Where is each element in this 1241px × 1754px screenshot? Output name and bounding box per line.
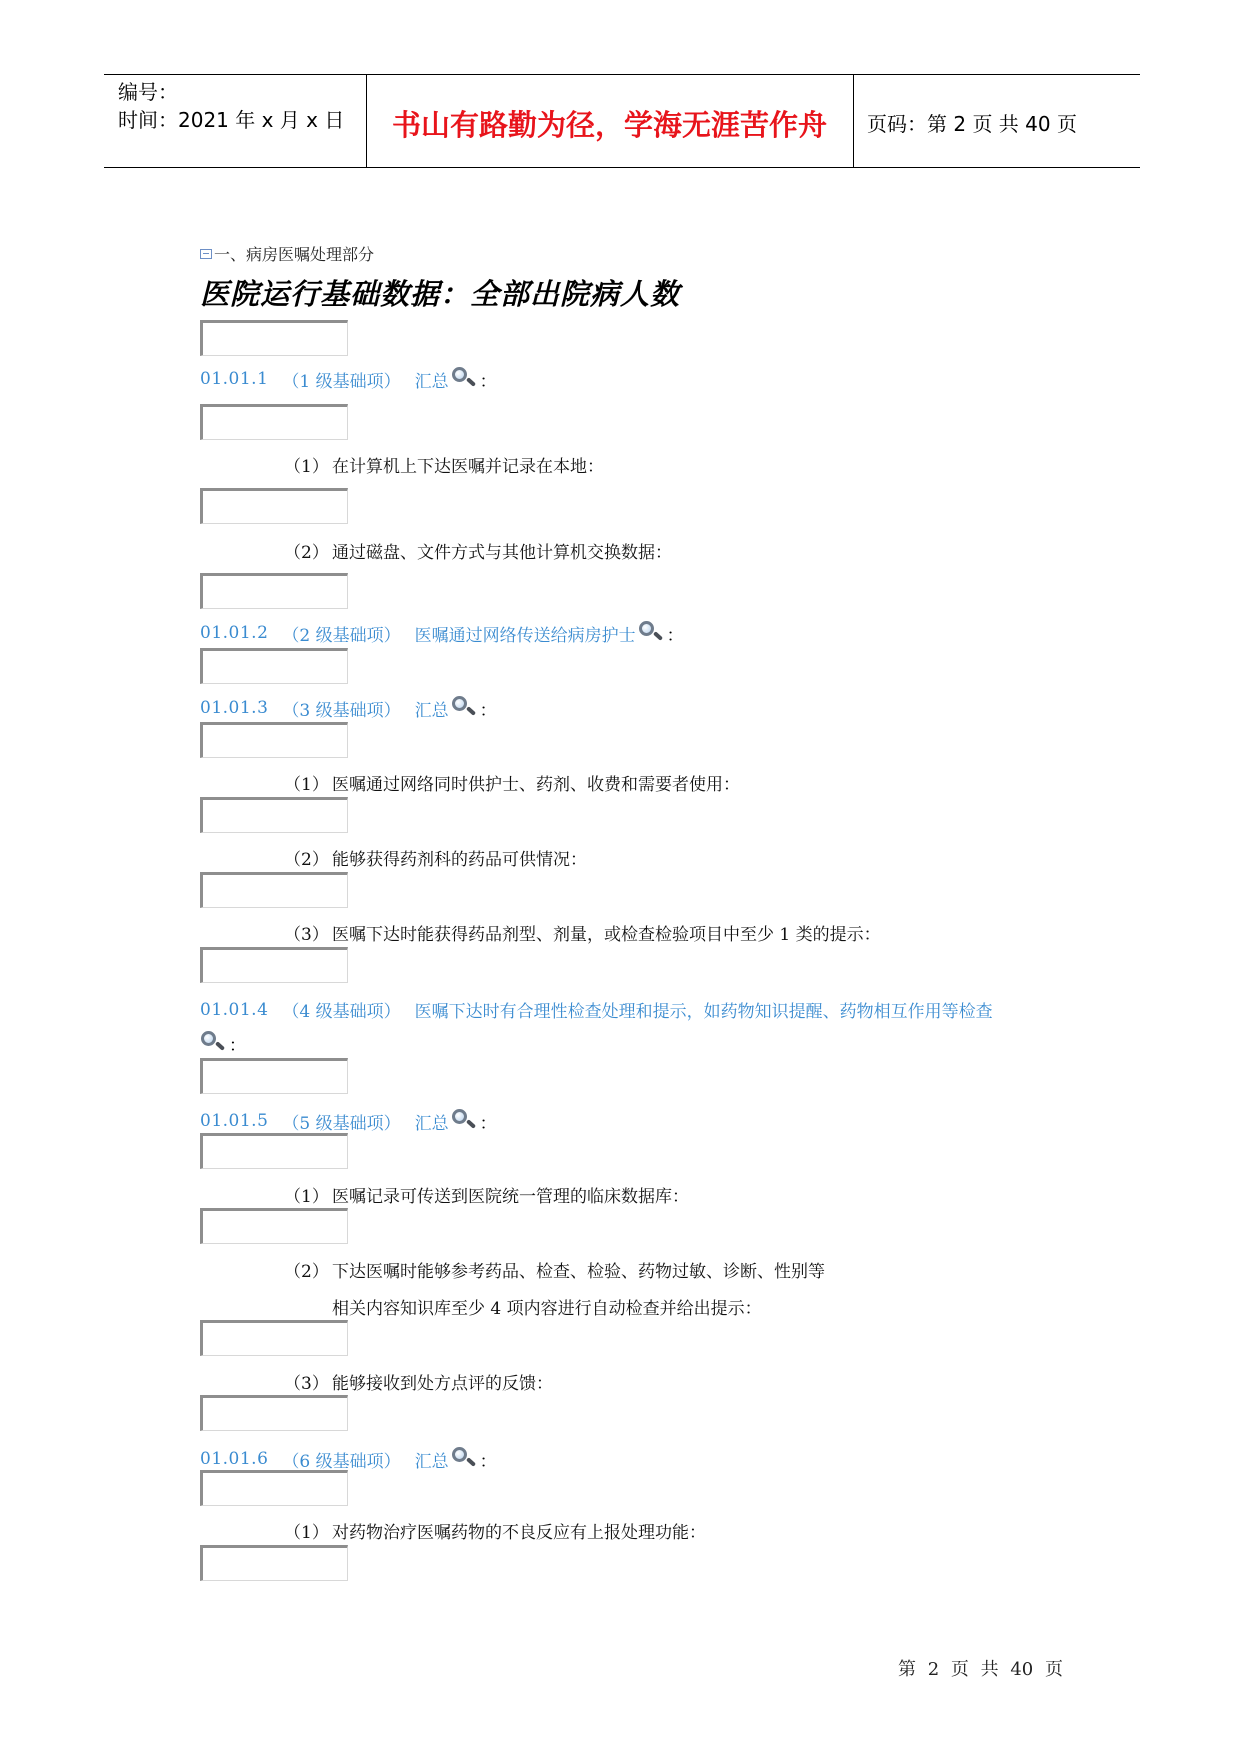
item-code: 01.01.2	[200, 623, 269, 643]
item-description: 医嘱下达时有合理性检查处理和提示，如药物知识提醒、药物相互作用等检查	[414, 1002, 993, 1022]
header-bottom-rule	[104, 167, 1140, 168]
item-description: 汇总	[414, 1113, 449, 1134]
item-level: （1 级基础项）	[282, 371, 401, 392]
sub-item	[284, 538, 672, 563]
page-title: 医院运行基础数据：全部出院病人数	[200, 277, 681, 311]
item-code: 01.01.3	[200, 698, 269, 718]
item-code: 01.01.6	[200, 1449, 269, 1469]
criteria-item-5[interactable]	[200, 1108, 497, 1134]
input-box[interactable]	[200, 320, 348, 356]
criteria-item-2[interactable]	[200, 620, 684, 646]
sub-item-number: （3）	[284, 1374, 329, 1394]
item-colon: ：	[666, 625, 684, 646]
sub-item-text: 在计算机上下达医嘱并记录在本地：	[332, 457, 604, 477]
criteria-item-4-icon-line[interactable]	[198, 1030, 246, 1056]
item-level: （4 级基础项）	[282, 1002, 401, 1022]
input-box[interactable]	[200, 947, 348, 983]
magnifier-icon[interactable]	[449, 1108, 479, 1134]
section-heading[interactable]	[200, 242, 374, 265]
document-time-label: 时间：2021 年 x 月 x 日	[118, 108, 345, 132]
document-number-label: 编号：	[118, 80, 178, 104]
input-box[interactable]	[200, 1320, 348, 1356]
magnifier-icon[interactable]	[449, 366, 479, 392]
input-box[interactable]	[200, 404, 348, 440]
criteria-item-1[interactable]	[200, 366, 497, 392]
item-description: 汇总	[414, 700, 449, 721]
sub-item	[284, 1257, 825, 1282]
magnifier-icon[interactable]	[449, 1446, 479, 1472]
sub-item-number: （3）	[284, 925, 329, 945]
collapse-minus-icon[interactable]	[200, 249, 212, 259]
input-box[interactable]	[200, 1133, 348, 1169]
sub-item-text: 医嘱记录可传送到医院统一管理的临床数据库：	[332, 1187, 689, 1207]
input-box[interactable]	[200, 1545, 348, 1581]
sub-item-number: （1）	[284, 1187, 329, 1207]
item-code: 01.01.5	[200, 1111, 269, 1131]
input-box[interactable]	[200, 1208, 348, 1244]
header-page-number: 页码：第 2 页 共 40 页	[867, 112, 1077, 136]
sub-item-text: 医嘱通过网络同时供护士、药剂、收费和需要者使用：	[332, 775, 740, 795]
item-colon: ：	[229, 1035, 246, 1056]
item-colon: ：	[479, 700, 497, 721]
sub-item-number: （2）	[284, 543, 329, 563]
footer-page-number: 第 2 页 共 40 页	[898, 1659, 1063, 1680]
item-description: 医嘱通过网络传送给病房护士	[414, 625, 636, 646]
input-box[interactable]	[200, 722, 348, 758]
input-box[interactable]	[200, 1395, 348, 1431]
sub-item	[284, 452, 604, 477]
input-box[interactable]	[200, 872, 348, 908]
sub-item-continuation: 相关内容知识库至少 4 项内容进行自动检查并给出提示：	[332, 1299, 762, 1319]
criteria-item-4[interactable]	[200, 997, 993, 1022]
sub-item	[284, 920, 881, 945]
input-box[interactable]	[200, 797, 348, 833]
sub-item-text: 对药物治疗医嘱药物的不良反应有上报处理功能：	[332, 1523, 706, 1543]
sub-item-number: （2）	[284, 1262, 329, 1282]
sub-item-number: （1）	[284, 457, 329, 477]
item-code: 01.01.4	[200, 999, 269, 1020]
item-level: （5 级基础项）	[282, 1113, 401, 1134]
sub-item-number: （1）	[284, 1523, 329, 1543]
criteria-item-3[interactable]	[200, 695, 497, 721]
sub-item	[284, 1369, 553, 1394]
magnifier-icon[interactable]	[198, 1030, 228, 1056]
input-box[interactable]	[200, 573, 348, 609]
section-label: 一、病房医嘱处理部分	[214, 245, 375, 264]
magnifier-icon[interactable]	[449, 695, 479, 721]
sub-item	[284, 1518, 706, 1543]
header-motto: 书山有路勤为径，学海无涯苦作舟	[391, 108, 827, 142]
input-box[interactable]	[200, 1058, 348, 1094]
item-colon: ：	[479, 1451, 497, 1472]
input-box[interactable]	[200, 488, 348, 524]
sub-item-number: （2）	[284, 850, 329, 870]
sub-item-text: 医嘱下达时能获得药品剂型、剂量，或检查检验项目中至少 1 类的提示：	[332, 925, 881, 945]
item-level: （2 级基础项）	[282, 625, 401, 646]
sub-item	[284, 845, 587, 870]
item-code: 01.01.1	[200, 369, 269, 389]
item-description: 汇总	[414, 371, 449, 392]
sub-item-text: 通过磁盘、文件方式与其他计算机交换数据：	[332, 543, 672, 563]
input-box[interactable]	[200, 1470, 348, 1506]
sub-item-text: 能够接收到处方点评的反馈：	[332, 1374, 553, 1394]
sub-item	[284, 770, 740, 795]
item-level: （3 级基础项）	[282, 700, 401, 721]
sub-item-text: 能够获得药剂科的药品可供情况：	[332, 850, 587, 870]
criteria-item-6[interactable]	[200, 1446, 497, 1472]
header-divider-right	[853, 74, 854, 168]
sub-item-text: 下达医嘱时能够参考药品、检查、检验、药物过敏、诊断、性别等	[332, 1262, 825, 1282]
item-colon: ：	[479, 371, 497, 392]
item-colon: ：	[479, 1113, 497, 1134]
item-level: （6 级基础项）	[282, 1451, 401, 1472]
magnifier-icon[interactable]	[636, 620, 666, 646]
input-box[interactable]	[200, 648, 348, 684]
header-top-rule	[104, 74, 1140, 75]
sub-item	[284, 1182, 689, 1207]
sub-item-number: （1）	[284, 775, 329, 795]
item-description: 汇总	[414, 1451, 449, 1472]
